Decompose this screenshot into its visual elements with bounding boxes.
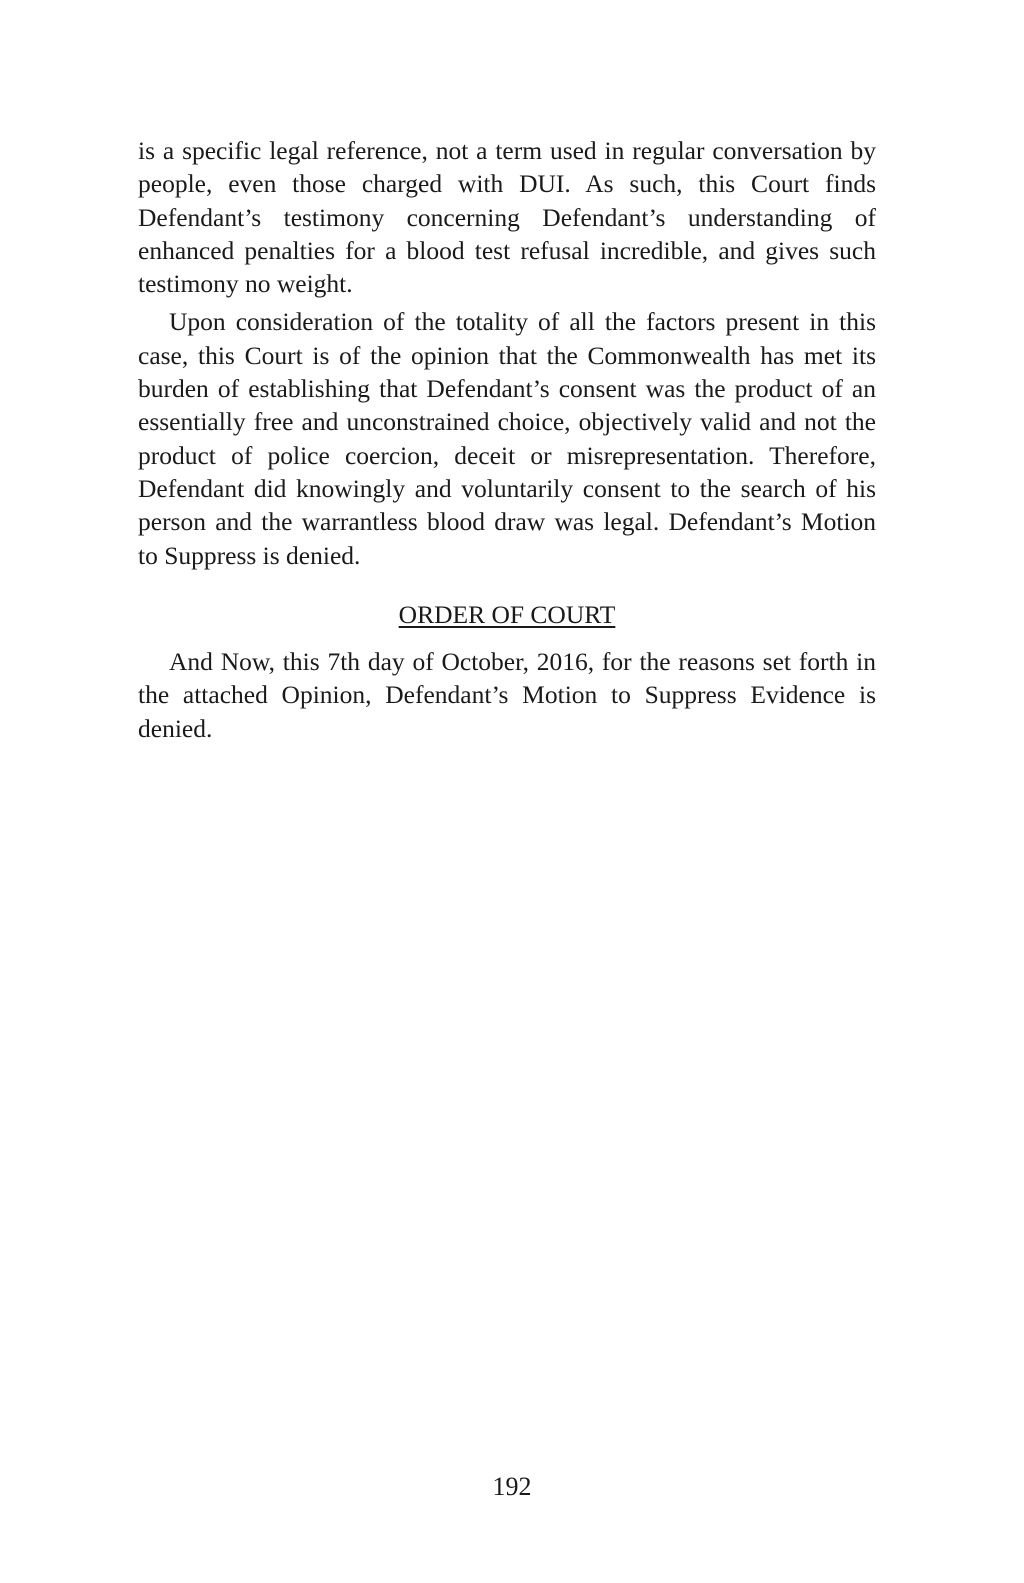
order-paragraph: And Now, this 7th day of October, 2016, for the reasons set forth in the attached Opinion, Defendant’s Motion to Suppress Evidence is denied. — [138, 647, 876, 743]
order-heading: ORDER OF COURT — [398, 599, 616, 629]
continued-paragraph: is a specific legal reference, not a term used in regular conversation by people, even those charged with DUI. As such, this Court finds Defendant’s testimony concerning Defendant’s understanding of enhanced penalties for a blood test refusal incredible, and gives such testimony no weight. — [138, 136, 876, 299]
page-number: 192 — [492, 1472, 532, 1501]
conclusion-paragraph: Upon consideration of the totality of all the factors present in this case, this Court is of the opinion that the Commonwealth has met its burden of establishing that Defendant’s consent was the product of an essentially free and unconstrained choice, objectively valid and not the product of police coercion, deceit or misrepresentation. Therefore, Defendant did knowingly and voluntarily consent to the search of his person and the warrantless blood draw was legal. Defendant’s Motion to Suppress is denied. — [138, 307, 876, 570]
page-body — [138, 134, 876, 745]
